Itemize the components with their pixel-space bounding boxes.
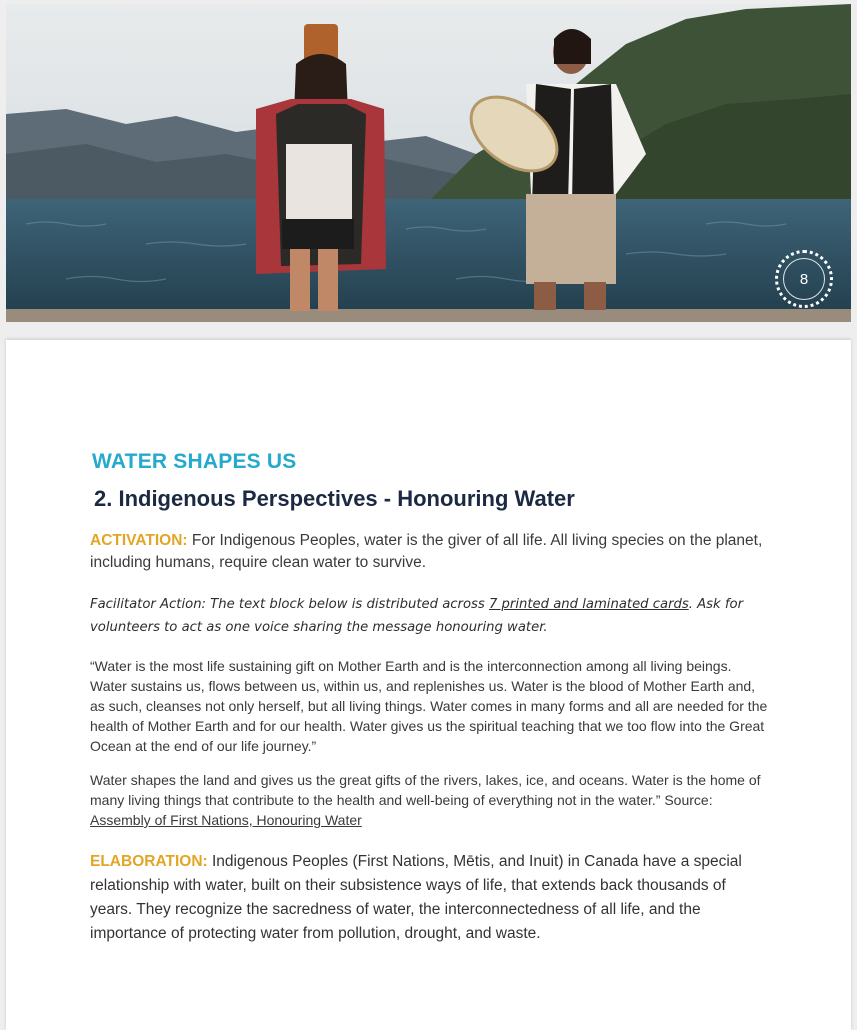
facilitator-text-before: Facilitator Action: The text block below is distributed across (90, 597, 489, 612)
source-link[interactable]: Assembly of First Nations, Honouring Water (90, 812, 362, 828)
activation-text: For Indigenous Peoples, water is the giver of all life. All living species on the planet, including humans, require clean water to survive. (90, 532, 763, 571)
honouring-water-quote: “Water is the most life sustaining gift on Mother Earth and is the interconnection among all living beings. Water sustains us, flows between us, within us, and replenishes us. Water is the blood of Mother Earth and, as such, cleanses not only herself, but all living things. Water comes in many forms and all are needed for the health of Mother Earth and for our health. Water gives us the spiritual teaching that we too flow into the Great Ocean at the end of our life journey.” (90, 658, 768, 754)
header-photo (6, 4, 851, 322)
activation-label: ACTIVATION: (90, 532, 188, 549)
page-content (90, 450, 770, 946)
section-label: WATER SHAPES US (92, 450, 297, 473)
activation-paragraph (90, 530, 770, 574)
source-paragraph (90, 770, 770, 830)
page-title: 2. Indigenous Perspectives - Honouring Water (94, 486, 575, 511)
page-number: 8 (799, 270, 809, 288)
lake-ceremony-illustration (6, 4, 851, 322)
page-number-badge (775, 250, 833, 308)
facilitator-text-after: . Ask for volunteers to act as one voice sharing the message honouring water. (90, 597, 743, 635)
elaboration-paragraph (90, 850, 770, 946)
cards-link[interactable]: 7 printed and laminated cards (488, 597, 689, 612)
elaboration-label: ELABORATION: (90, 853, 208, 870)
elaboration-text: Indigenous Peoples (First Nations, Mētis, and Inuit) in Canada have a special relationship with water, built on their subsistence ways of life, that extends back thousands of years. They recognize the sacredness of water, the interconnectedness of all life, and the importance of protecting water from pollution, drought, and waste. (90, 853, 742, 942)
lake (6, 199, 851, 311)
facilitator-action (90, 593, 770, 639)
dock (6, 309, 851, 322)
page-card (6, 340, 851, 1030)
source-text: Water shapes the land and gives us the great gifts of the rivers, lakes, ice, and oceans. Water is the home of many living things that contribute to the health and well-being of everything not in the water.” Source: (90, 772, 761, 808)
